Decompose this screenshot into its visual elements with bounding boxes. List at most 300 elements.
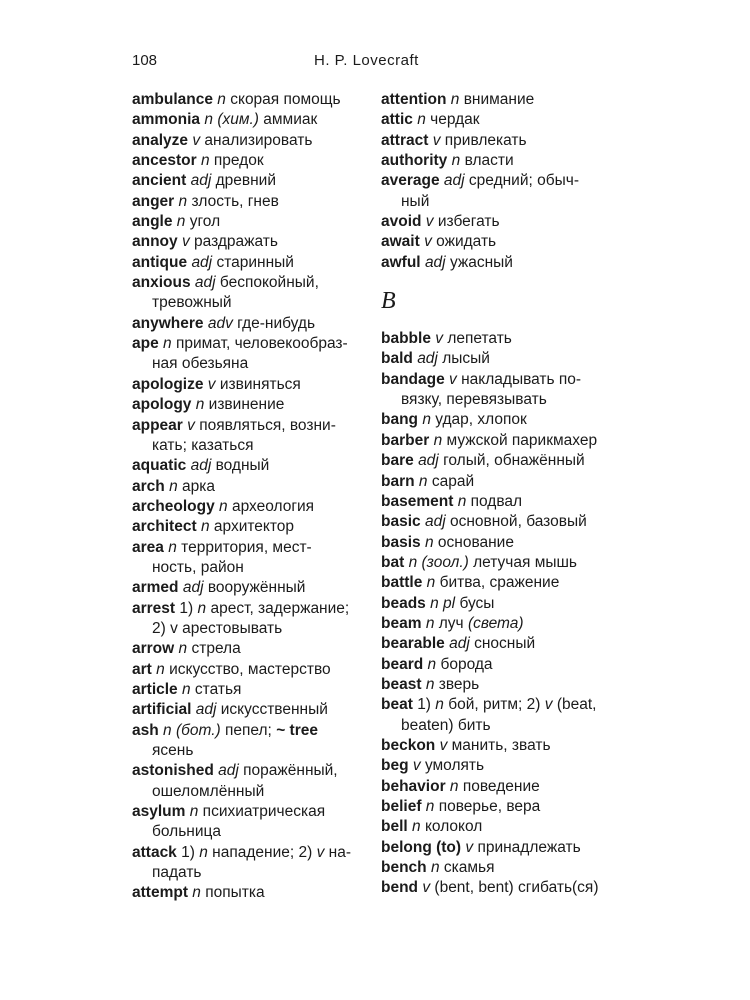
translation: поверье, вера <box>438 798 541 815</box>
dictionary-entry <box>132 273 358 293</box>
translation: вязку, перевязывать <box>401 391 547 409</box>
part-of-speech: adj <box>449 635 470 653</box>
headword: babble <box>381 330 431 348</box>
dictionary-entry <box>381 675 609 695</box>
headword: annoy <box>132 233 178 251</box>
entry-continuation <box>132 558 358 578</box>
translation: территория, мест- <box>181 538 312 556</box>
translation: вооружённый <box>207 579 306 597</box>
dictionary-entry <box>381 349 609 369</box>
dictionary-entry <box>381 431 609 451</box>
translation: раздражать <box>194 233 278 251</box>
translation: поражённый, <box>243 762 338 780</box>
part-of-speech: v <box>424 233 432 251</box>
translation: арка <box>182 477 215 495</box>
dictionary-entry <box>381 777 609 797</box>
part-of-speech: v <box>207 375 216 393</box>
part-of-speech: n <box>426 574 436 592</box>
part-of-speech: n <box>163 335 172 353</box>
part-of-speech: adj <box>190 457 212 475</box>
headword: attic <box>381 111 413 129</box>
translation: появляться, возни- <box>199 416 336 434</box>
translation: (beat, <box>556 696 597 714</box>
headword: apology <box>132 396 192 414</box>
translation: beaten) бить <box>401 716 491 734</box>
translation: искусственный <box>220 701 328 719</box>
dictionary-entry <box>381 817 609 837</box>
entry-continuation <box>132 741 358 761</box>
letter-heading: B <box>381 288 396 315</box>
dictionary-entry <box>132 110 358 130</box>
dictionary-entry <box>381 110 609 130</box>
part-of-speech: v <box>544 696 553 714</box>
headword: asylum <box>132 803 186 821</box>
right-column-b-entries <box>381 329 609 899</box>
headword: behavior <box>381 777 446 795</box>
headword: anxious <box>132 274 191 292</box>
headword: artificial <box>132 701 192 719</box>
headword: beat <box>381 696 413 714</box>
headword: attack <box>132 843 177 861</box>
dictionary-entry <box>132 192 358 212</box>
part-of-speech: v <box>412 757 421 775</box>
dictionary-entry <box>132 416 358 436</box>
headword: appear <box>132 416 183 434</box>
dictionary-entry <box>132 232 358 252</box>
translation: ность, район <box>152 558 244 576</box>
translation: примат, человекообраз- <box>175 335 348 353</box>
dictionary-entry <box>132 497 358 517</box>
phrase: ~ tree <box>276 721 318 739</box>
dictionary-entry <box>381 410 609 430</box>
headword: beard <box>381 655 424 673</box>
translation: средний; обыч- <box>468 172 579 190</box>
right-column <box>381 90 609 899</box>
headword: battle <box>381 574 423 592</box>
headword: avoid <box>381 213 422 231</box>
dictionary-entry <box>381 131 609 151</box>
headword: analyze <box>132 131 189 149</box>
translation: извинение <box>208 396 285 414</box>
dictionary-entry <box>381 329 609 349</box>
entry-continuation <box>381 192 609 212</box>
translation: бой, ритм; <box>448 696 523 714</box>
headword: arrow <box>132 640 175 658</box>
headword: antique <box>132 253 188 271</box>
sense-number: 2) <box>526 696 541 714</box>
translation: принадлежать <box>477 838 581 856</box>
dictionary-entry <box>381 512 609 532</box>
part-of-speech: adj <box>443 172 465 190</box>
translation: арест, задержание; <box>210 599 350 617</box>
usage-note: (света) <box>467 614 524 632</box>
usage-note: (хим.) <box>217 111 259 129</box>
translation: архитектор <box>213 518 295 536</box>
headword: bare <box>381 452 414 470</box>
dictionary-entry <box>381 171 609 191</box>
part-of-speech: n <box>435 696 444 714</box>
dictionary-entry <box>381 655 609 675</box>
entry-continuation <box>132 863 358 883</box>
part-of-speech: adj <box>418 452 439 470</box>
dictionary-entry <box>132 456 358 476</box>
dictionary-entry <box>381 472 609 492</box>
usage-note: (зоол.) <box>421 553 469 571</box>
part-of-speech: n <box>425 675 435 693</box>
sense-number: 2) <box>152 619 166 637</box>
part-of-speech: n <box>199 843 208 861</box>
headword: ash <box>132 721 159 739</box>
headword: bend <box>381 879 419 897</box>
dictionary-entry <box>132 599 358 619</box>
part-of-speech: n <box>176 213 186 231</box>
headword: ancient <box>132 172 187 190</box>
part-of-speech: v <box>181 233 190 251</box>
part-of-speech: n <box>418 472 428 490</box>
part-of-speech: v <box>439 736 448 754</box>
part-of-speech: n <box>425 614 435 632</box>
headword: article <box>132 680 178 698</box>
part-of-speech: n <box>217 91 226 108</box>
part-of-speech: n <box>433 431 443 449</box>
dictionary-entry <box>132 171 358 191</box>
headword: bat <box>381 553 405 571</box>
translation: беспокойный, <box>219 274 319 292</box>
dictionary-entry <box>132 721 358 741</box>
part-of-speech: n <box>197 599 207 617</box>
translation: сносный <box>474 635 536 653</box>
headword: barn <box>381 472 415 490</box>
part-of-speech: adj <box>182 579 204 597</box>
translation: пепел; <box>225 721 272 739</box>
headword: beast <box>381 675 422 693</box>
translation: внимание <box>463 91 535 108</box>
translation: подвал <box>470 492 523 510</box>
translation: ошеломлённый <box>152 782 265 800</box>
headword: archeology <box>132 497 215 515</box>
headword: basic <box>381 513 421 531</box>
dictionary-entry <box>132 90 358 110</box>
translation: луч <box>438 614 464 632</box>
dictionary-entry <box>132 639 358 659</box>
headword: ancestor <box>132 152 197 170</box>
translation: скамья <box>443 859 495 877</box>
translation: привлекать <box>444 131 527 149</box>
right-column-a-entries <box>381 90 609 273</box>
dictionary-entry <box>381 492 609 512</box>
part-of-speech: n <box>427 655 437 673</box>
dictionary-entry <box>132 131 358 151</box>
left-column <box>132 90 358 904</box>
translation: удар, хлопок <box>435 411 527 429</box>
dictionary-entry <box>381 151 609 171</box>
part-of-speech: v <box>449 370 457 388</box>
part-of-speech: n <box>169 477 178 495</box>
part-of-speech: n <box>204 111 213 129</box>
page-header <box>132 52 606 76</box>
dictionary-entry <box>381 614 609 634</box>
translation: ный <box>401 192 430 210</box>
dictionary-entry <box>132 517 358 537</box>
translation: ясень <box>152 742 194 759</box>
entry-continuation <box>132 354 358 374</box>
part-of-speech: adj <box>195 701 217 719</box>
part-of-speech: n <box>425 798 435 815</box>
part-of-speech: v <box>425 213 434 231</box>
translation: летучая мышь <box>473 553 578 571</box>
translation: анализировать <box>204 131 313 149</box>
entry-continuation <box>132 782 358 802</box>
dictionary-entry <box>381 756 609 776</box>
headword: angle <box>132 213 173 231</box>
dictionary-entry <box>381 695 609 715</box>
translation: угол <box>189 213 221 231</box>
headword: arrest <box>132 599 176 617</box>
translation: сарай <box>431 472 475 490</box>
part-of-speech: n <box>408 553 418 571</box>
part-of-speech: n <box>156 660 165 678</box>
headword: beg <box>381 757 409 775</box>
dictionary-entry <box>381 878 609 898</box>
dictionary-entry <box>132 212 358 232</box>
translation: мужской парикмахер <box>446 431 598 449</box>
headword: beckon <box>381 736 436 754</box>
part-of-speech: n pl <box>430 594 456 612</box>
headword: ambulance <box>132 91 213 108</box>
dictionary-entry <box>132 253 358 273</box>
headword: armed <box>132 579 179 597</box>
dictionary-entry <box>132 802 358 822</box>
dictionary-entry <box>132 660 358 680</box>
part-of-speech: v <box>422 879 431 897</box>
dictionary-entry <box>381 736 609 756</box>
translation: старинный <box>216 253 294 271</box>
part-of-speech: adj <box>424 253 446 271</box>
translation: кать; казаться <box>152 436 254 454</box>
sense-number: 2) <box>298 843 313 861</box>
headword: architect <box>132 518 197 536</box>
headword: attract <box>381 131 429 149</box>
sense-number: 1) <box>417 696 431 714</box>
dictionary-entry <box>381 838 609 858</box>
dictionary-entry <box>132 700 358 720</box>
headword: beads <box>381 594 426 612</box>
translation: извиняться <box>219 375 301 393</box>
part-of-speech: v <box>187 416 195 434</box>
dictionary-entry <box>132 151 358 171</box>
translation: (bent, bent) сгибать(ся) <box>434 879 599 897</box>
page-number: 108 <box>132 52 158 69</box>
part-of-speech: v <box>316 843 325 861</box>
translation: бусы <box>459 594 495 612</box>
headword: bald <box>381 350 413 368</box>
dictionary-entry <box>381 858 609 878</box>
part-of-speech: n <box>189 803 199 821</box>
headword: attention <box>381 91 447 108</box>
usage-note: (бот.) <box>175 721 221 739</box>
translation: нападение; <box>212 843 295 861</box>
headword: average <box>381 172 440 190</box>
part-of-speech: n <box>412 818 421 836</box>
dictionary-entry <box>132 680 358 700</box>
translation: чердак <box>430 111 480 129</box>
dictionary-entry <box>132 477 358 497</box>
part-of-speech: n <box>457 492 467 510</box>
headword: ammonia <box>132 111 201 129</box>
part-of-speech: v <box>192 131 201 149</box>
headword: bearable <box>381 635 445 653</box>
entry-continuation <box>132 436 358 456</box>
part-of-speech: adj <box>194 274 216 292</box>
headword: awful <box>381 253 421 271</box>
dictionary-entry <box>381 573 609 593</box>
dictionary-entry <box>132 578 358 598</box>
translation: археология <box>231 497 315 515</box>
headword: bench <box>381 859 427 877</box>
part-of-speech: adj <box>191 253 213 271</box>
part-of-speech: n <box>195 396 205 414</box>
translation: древний <box>215 172 276 190</box>
dictionary-entry <box>381 90 609 110</box>
headword: area <box>132 538 164 556</box>
translation: поведение <box>462 777 540 795</box>
dictionary-entry <box>381 370 609 390</box>
part-of-speech: n <box>219 497 228 515</box>
translation: предок <box>213 152 264 170</box>
part-of-speech: adv <box>207 314 233 332</box>
headword: bang <box>381 411 419 429</box>
translation: ожидать <box>436 233 497 251</box>
translation: аммиак <box>263 111 318 129</box>
headword: barber <box>381 431 430 449</box>
translation: водный <box>215 457 270 475</box>
dictionary-entry <box>132 843 358 863</box>
translation: основной, базовый <box>449 513 587 531</box>
part-of-speech: n <box>178 640 188 658</box>
dictionary-entry <box>381 451 609 471</box>
dictionary-entry <box>381 634 609 654</box>
headword: authority <box>381 152 448 170</box>
dictionary-entry <box>381 533 609 553</box>
dictionary-entry <box>381 553 609 573</box>
part-of-speech: n <box>200 518 210 536</box>
dictionary-entry <box>381 594 609 614</box>
dictionary-entry <box>132 334 358 354</box>
translation: лепетать <box>447 330 512 348</box>
translation: ная обезьяна <box>152 355 249 373</box>
dictionary-entry <box>132 761 358 781</box>
part-of-speech: n <box>181 680 191 698</box>
translation: манить, звать <box>451 736 551 754</box>
part-of-speech: n <box>168 538 177 556</box>
dictionary-entry <box>381 797 609 817</box>
headword: anywhere <box>132 314 204 332</box>
dictionary-entry <box>132 538 358 558</box>
headword: arch <box>132 477 165 495</box>
headword: attempt <box>132 884 188 902</box>
part-of-speech: n <box>451 152 461 170</box>
translation: умолять <box>424 757 485 775</box>
sense-number: 1) <box>179 599 194 617</box>
running-title: H. P. Lovecraft <box>314 52 419 69</box>
translation: злость, гнев <box>191 192 279 210</box>
translation: больница <box>152 823 221 841</box>
translation: битва, сражение <box>439 574 560 592</box>
part-of-speech: v <box>465 838 474 856</box>
part-of-speech: n <box>200 152 210 170</box>
part-of-speech: v <box>170 619 178 637</box>
translation: тревожный <box>152 294 232 312</box>
translation: власти <box>464 152 514 170</box>
part-of-speech: n <box>449 777 459 795</box>
translation: зверь <box>438 675 480 693</box>
headword: await <box>381 233 420 251</box>
headword: ape <box>132 335 159 353</box>
headword: apologize <box>132 375 204 393</box>
headword: beam <box>381 614 422 632</box>
entry-continuation <box>381 716 609 736</box>
part-of-speech: adj <box>424 513 446 531</box>
part-of-speech: n <box>424 533 434 551</box>
entry-continuation <box>132 822 358 842</box>
part-of-speech: n <box>178 192 188 210</box>
part-of-speech: n <box>163 721 172 739</box>
part-of-speech: n <box>450 91 460 108</box>
translation: накладывать по- <box>461 370 582 388</box>
part-of-speech: v <box>435 330 444 348</box>
translation: скорая помощь <box>230 91 341 108</box>
dictionary-entry <box>381 232 609 252</box>
translation: голый, обнажённый <box>443 452 585 470</box>
part-of-speech: n <box>192 884 201 902</box>
translation: стрела <box>191 640 241 658</box>
translation: статья <box>194 680 242 698</box>
headword: basis <box>381 533 421 551</box>
headword: aquatic <box>132 457 187 475</box>
headword: basement <box>381 492 454 510</box>
entry-continuation <box>132 619 358 639</box>
entry-continuation <box>381 390 609 410</box>
headword: bell <box>381 818 408 836</box>
headword: astonished <box>132 762 214 780</box>
translation: борода <box>440 655 493 673</box>
headword: belief <box>381 798 422 815</box>
part-of-speech: adj <box>190 172 212 190</box>
part-of-speech: n <box>417 111 426 129</box>
dictionary-entry <box>381 253 609 273</box>
dictionary-entry <box>132 883 358 903</box>
translation: падать <box>152 864 202 882</box>
part-of-speech: n <box>422 411 431 429</box>
translation: арестовывать <box>182 619 283 637</box>
part-of-speech: n <box>430 859 440 877</box>
headword: art <box>132 660 152 678</box>
headword: anger <box>132 192 175 210</box>
translation: лысый <box>442 350 490 368</box>
translation: основание <box>437 533 514 551</box>
translation: попытка <box>205 884 265 902</box>
translation: избегать <box>437 213 500 231</box>
translation: на- <box>328 843 352 861</box>
headword: belong (to) <box>381 838 462 856</box>
sense-number: 1) <box>181 843 195 861</box>
headword: bandage <box>381 370 445 388</box>
translation: ужасный <box>449 253 513 271</box>
dictionary-entry <box>381 212 609 232</box>
part-of-speech: adj <box>218 762 239 780</box>
translation: психиатрическая <box>202 803 326 821</box>
translation: колокол <box>424 818 483 836</box>
